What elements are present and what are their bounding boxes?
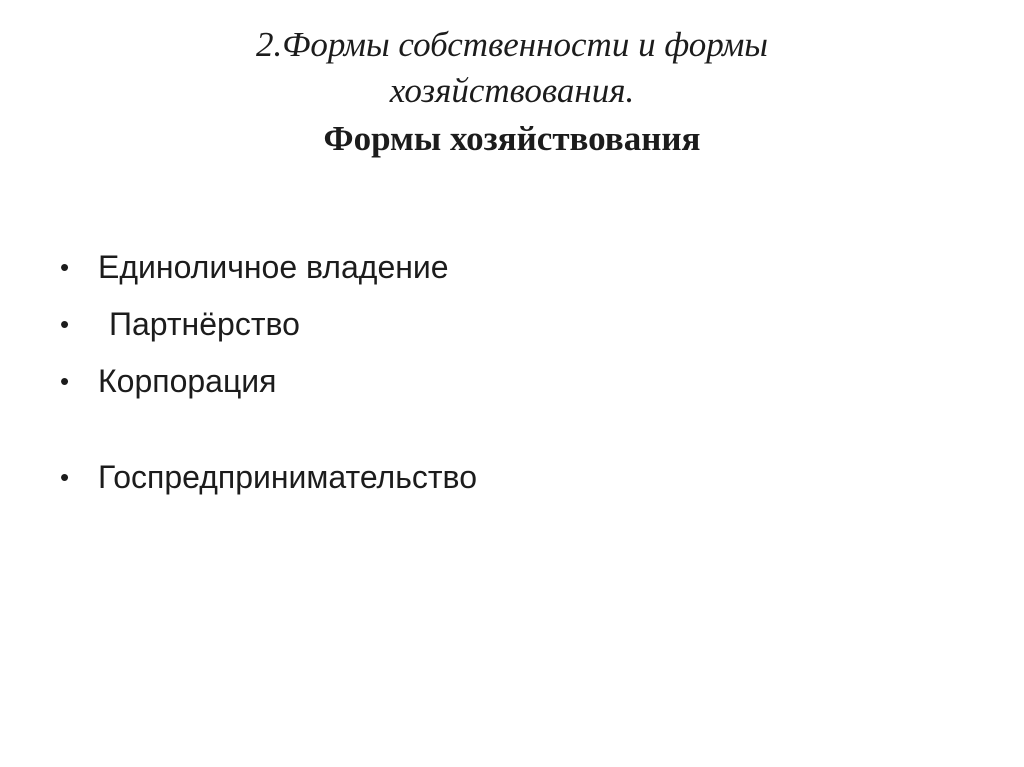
list-item-text: Единоличное владение bbox=[98, 249, 449, 285]
bullet-icon: • bbox=[60, 366, 70, 396]
title-block bbox=[0, 22, 1024, 162]
bullet-icon: • bbox=[60, 309, 70, 339]
bullet-icon: • bbox=[60, 462, 70, 492]
slide-subtitle: Формы хозяйствования bbox=[323, 119, 701, 158]
bullet-icon: • bbox=[60, 252, 70, 282]
slide-title-line-2: хозяйствования. bbox=[389, 71, 635, 110]
slide-title-line-1: 2.Формы собственности и формы bbox=[255, 25, 769, 64]
list-item-text: Партнёрство bbox=[109, 306, 300, 342]
list-item-text: Корпорация bbox=[98, 363, 277, 399]
list-item-text: Госпредпринимательство bbox=[98, 459, 477, 495]
